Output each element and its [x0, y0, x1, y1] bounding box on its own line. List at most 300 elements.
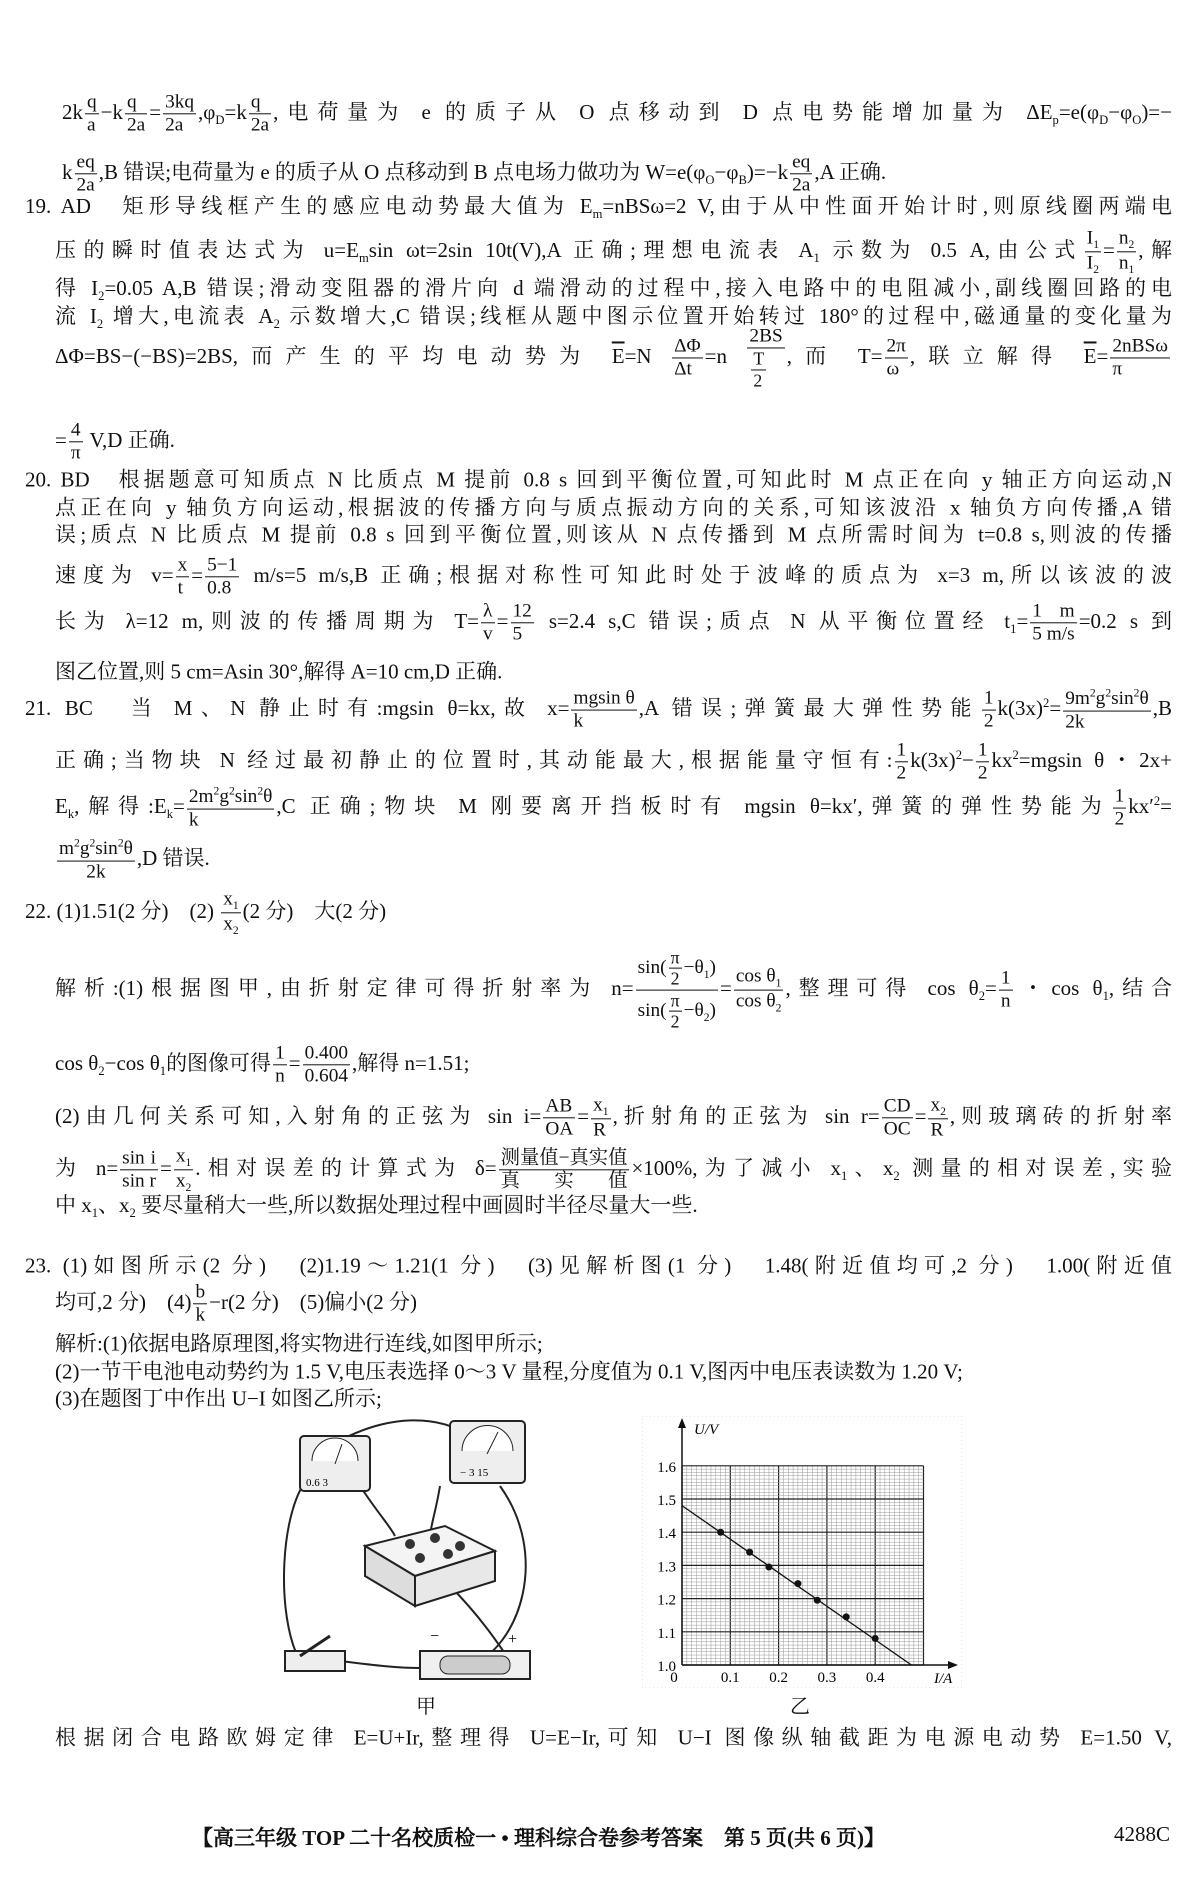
text-run: =	[191, 562, 204, 587]
text-run: x	[175, 1145, 186, 1167]
subscript: 2	[273, 317, 280, 332]
text-line	[55, 785, 1172, 832]
text-run: ,B 错误;电荷量为 e 的质子从 O 点移动到 B 点电场力做功为 W=e(φ	[98, 159, 706, 184]
text-run: ,结合	[1108, 975, 1172, 1000]
text-run: s=2.4 s,C 错误;质点 N 从平衡位置经 t	[535, 608, 1011, 633]
text-run: 均可,2 分) (4)	[55, 1289, 192, 1314]
text-run: ΔΦ=BS−(−BS)=2BS,而产生的平均电动势为	[55, 343, 612, 368]
y-tick-label: 1.2	[657, 1592, 676, 1609]
text-run: =	[288, 1050, 301, 1075]
subscript: k	[166, 807, 174, 821]
superscript: 2	[955, 747, 962, 762]
text-run: n	[1118, 227, 1129, 249]
fraction	[511, 600, 534, 645]
text-run: π	[670, 990, 680, 1011]
text-run: x	[223, 913, 233, 935]
text-run: =0.05 A,B 错误;滑动变阻器的滑片向 d 端滑动的过程中,接入电路中的电阻减小,副线圈回路的电	[104, 275, 1172, 300]
text-run: cos θ	[735, 965, 776, 987]
text-run: 根据闭合电路欧姆定律 E=U+Ir,整理得 U=E−Ir,可知 U−I 图像纵轴截距为电源电动势 E=1.50 V,	[55, 1725, 1172, 1750]
text-run: T	[753, 348, 765, 369]
text-run: x	[223, 888, 233, 910]
y-tick-label: 1.1	[657, 1625, 676, 1642]
text-run: =mgsin θ・2x+	[1018, 747, 1172, 772]
fraction	[75, 151, 97, 196]
text-run: 示数为 0.5 A,由公式	[819, 237, 1083, 262]
text-run: CD	[883, 1095, 911, 1117]
fraction-denominator	[669, 969, 682, 989]
text-run: ,解	[1138, 237, 1173, 262]
fraction-numerator	[747, 325, 784, 348]
text-run: 示数增大,C 错误;线框从题中图示位置开始转过 180°的过程中,磁通量的变化量为	[279, 303, 1172, 328]
fraction-denominator	[571, 711, 636, 733]
superscript: 2	[213, 784, 220, 798]
text-run: −φ	[714, 159, 739, 184]
fraction-denominator	[669, 1012, 682, 1032]
text-run: )=−	[1141, 99, 1172, 124]
fraction	[120, 1147, 158, 1192]
text-run: mgsin θ	[573, 687, 635, 709]
fraction-denominator	[511, 624, 534, 646]
text-line	[55, 1386, 382, 1411]
text-run: 9m	[1065, 688, 1090, 710]
text-run: 2	[896, 762, 907, 784]
text-run: 2BS	[749, 325, 783, 347]
text-run: 真实值	[500, 1170, 628, 1192]
subscript: 2	[703, 1010, 710, 1024]
fraction-denominator	[982, 711, 996, 733]
subscript: 1	[602, 1105, 609, 1119]
text-run: =e(φ	[1058, 99, 1100, 124]
text-run: =	[985, 975, 997, 1000]
text-run: g	[219, 786, 229, 808]
text-run: 流 I	[55, 303, 97, 328]
text-run: 1	[896, 739, 907, 761]
fraction	[543, 1095, 575, 1140]
subscript: 1	[813, 251, 820, 265]
fraction-denominator	[751, 370, 766, 390]
text-run: 解析:(1)根据图甲,由折射定律可得折射率为 n=	[55, 975, 634, 1000]
text-run: λ	[483, 600, 493, 622]
text-run: −	[961, 747, 974, 772]
fraction-denominator	[221, 914, 240, 938]
fraction-numerator	[672, 335, 703, 358]
text-run: sin(	[637, 999, 667, 1021]
fraction-numerator	[895, 739, 909, 762]
fraction-denominator	[882, 1118, 913, 1140]
fraction-numerator	[120, 1147, 158, 1170]
fraction	[499, 1147, 630, 1192]
fraction-denominator	[481, 624, 495, 646]
fraction	[751, 349, 766, 391]
fraction-denominator	[895, 763, 909, 785]
data-point	[794, 1580, 801, 1587]
text-run: 2	[977, 762, 988, 784]
y-tick-label: 1.0	[657, 1659, 676, 1675]
text-run: ,整理可得 cos θ	[785, 975, 979, 1000]
text-run: =	[1049, 695, 1062, 720]
fraction	[69, 419, 83, 464]
text-run: (2)一节干电池电动势约为 1.5 V,电压表选择 0～3 V 量程,分度值为 0.1 V,图丙中电压表读数为 1.20 V;	[55, 1359, 963, 1384]
text-run: ω	[886, 358, 900, 380]
fraction	[999, 967, 1013, 1012]
circuit-caption: 甲	[416, 1696, 436, 1718]
data-point	[814, 1597, 821, 1604]
fraction-denominator	[303, 1066, 350, 1088]
fraction	[571, 687, 636, 732]
text-run: 3kq	[165, 91, 195, 113]
subscript: 1	[1128, 263, 1135, 277]
subscript: 2	[1093, 263, 1099, 277]
fraction	[1085, 227, 1101, 276]
superscript: 2	[1043, 695, 1050, 710]
fraction	[174, 1145, 193, 1194]
text-run: Δt	[674, 358, 692, 380]
text-run: ,φ	[198, 99, 216, 124]
fraction-numerator	[1063, 687, 1151, 712]
text-run: I	[1086, 252, 1094, 274]
text-line	[55, 659, 502, 684]
data-point	[765, 1564, 772, 1571]
text-run: x	[593, 1094, 603, 1116]
subscript: 1	[159, 1064, 167, 1078]
superscript: 2	[1153, 793, 1161, 808]
text-line	[55, 1725, 1172, 1750]
fraction	[885, 335, 908, 380]
fraction	[734, 965, 784, 1014]
text-run: eq	[792, 151, 811, 173]
text-run: g	[79, 838, 90, 860]
fraction	[163, 91, 196, 136]
data-point	[746, 1549, 753, 1556]
text-run: OC	[883, 1118, 911, 1140]
x-axis-label: I/A	[934, 1671, 953, 1687]
fraction-denominator	[543, 1118, 575, 1140]
subscript: 2	[940, 1105, 946, 1119]
fraction	[591, 1094, 610, 1141]
text-run: b	[195, 1281, 206, 1303]
fraction-denominator	[1030, 624, 1076, 646]
text-run: 测量的相对误差,实验	[899, 1155, 1173, 1180]
text-run: π	[1112, 358, 1123, 380]
subscript: 1	[775, 976, 782, 990]
x-tick-label: 0.2	[769, 1670, 788, 1686]
text-run: 图乙位置,则 5 cm=Asin 30°,解得 A=10 cm,D 正确.	[55, 659, 503, 684]
text-run: R	[593, 1119, 607, 1141]
text-run: ,联立解得	[909, 343, 1084, 368]
fraction-numerator	[125, 91, 147, 114]
text-run: k(3x)	[910, 747, 956, 772]
subscript: B	[738, 173, 747, 187]
text-run: kx′	[1128, 793, 1154, 818]
text-run: kx	[991, 747, 1013, 772]
text-run: ・cos θ	[1014, 975, 1103, 1000]
fraction-numerator	[176, 554, 190, 577]
text-run: 误;质点 N 比质点 M 提前 0.8 s 回到平衡位置,则该从 N 点传播到 M 点所需时间为 t=0.8 s,则波的传播	[55, 522, 1172, 547]
text-run: sin ωt=2sin 10t(V),A 正确;理想电流表 A	[368, 237, 814, 262]
fraction	[895, 739, 909, 784]
text-run: R	[930, 1119, 944, 1141]
text-run: =	[496, 608, 509, 633]
x-tick-label: 0.1	[720, 1670, 740, 1686]
text-run: x	[177, 554, 188, 576]
fraction	[747, 325, 784, 390]
text-line	[55, 1094, 1172, 1141]
fraction-numerator	[790, 151, 812, 174]
voltmeter-terminals: − 3 15	[460, 1467, 489, 1479]
text-run: =nBSω=2 V,由于从中性面开始计时,则原线圈两端电	[602, 193, 1173, 218]
fraction-denominator	[999, 991, 1013, 1013]
text-run: q	[250, 91, 261, 113]
text-run: sin	[95, 838, 118, 860]
text-run: =	[719, 975, 732, 1000]
fraction	[273, 1042, 287, 1087]
circuit-figure	[270, 1416, 576, 1686]
text-line	[55, 1042, 469, 1087]
fraction-numerator	[193, 1281, 207, 1304]
footer-code: 4288C	[1114, 1822, 1171, 1846]
text-run: k	[62, 159, 73, 184]
fraction	[221, 888, 240, 937]
fraction	[125, 91, 147, 136]
text-run: π	[670, 947, 680, 968]
fraction-numerator	[543, 1095, 575, 1118]
fraction-numerator	[669, 991, 682, 1012]
text-run: =	[1103, 237, 1115, 262]
data-point	[872, 1635, 879, 1642]
text-run: 2	[983, 710, 994, 732]
fraction-numerator	[481, 600, 495, 623]
fraction-denominator	[187, 809, 275, 831]
text-run: ,D 错误.	[136, 845, 210, 870]
y-tick-label: 1.5	[657, 1493, 676, 1509]
text-run: ,C 正确;物块 M 刚要离开挡板时有 mgsin θ=kx′,弹簧的弹性势能为	[276, 793, 1111, 818]
fraction-numerator	[499, 1147, 630, 1170]
fraction-numerator	[69, 419, 83, 442]
fraction-denominator	[734, 991, 784, 1015]
text-line	[55, 948, 1172, 1033]
text-run: =	[914, 1103, 927, 1128]
fraction-denominator	[747, 349, 784, 391]
text-run: g	[1095, 688, 1106, 710]
subscript: 1	[1010, 622, 1017, 636]
fraction-numerator	[187, 785, 275, 810]
superscript: 2	[74, 836, 80, 850]
fraction	[669, 991, 682, 1033]
fraction-denominator	[976, 763, 990, 785]
text-line	[55, 1281, 417, 1326]
overline-symbol: $\overline{E}$	[1083, 343, 1097, 368]
text-run: )	[709, 999, 716, 1021]
text-run: θ	[123, 838, 133, 860]
text-run: ×100%,为了减小 x	[631, 1155, 841, 1180]
fraction-numerator	[885, 335, 908, 358]
subscript: m	[358, 251, 369, 265]
fraction-numerator	[1117, 227, 1136, 252]
fraction-denominator	[176, 578, 190, 600]
text-run: 22. (1)1.51(2 分) (2)	[25, 898, 220, 923]
text-run: ,而 T=	[786, 343, 883, 368]
fraction-numerator	[928, 1094, 947, 1119]
fraction-numerator	[669, 948, 682, 969]
text-run: 0.604	[304, 1065, 349, 1087]
subscript: 1	[841, 1169, 848, 1183]
text-run: −θ	[683, 957, 704, 978]
fraction-denominator	[120, 1171, 158, 1193]
subscript: D	[215, 113, 225, 127]
text-run: OA	[545, 1118, 574, 1140]
subscript: 2	[775, 1001, 782, 1015]
text-run: (2)由几何关系可知,入射角的正弦为 sin i=	[55, 1103, 542, 1128]
fraction-numerator	[1113, 785, 1127, 808]
fraction-numerator	[751, 349, 766, 370]
text-run: n	[275, 1065, 285, 1087]
text-run: 2a	[127, 114, 146, 136]
fraction	[1117, 227, 1136, 276]
text-run: v	[483, 623, 493, 645]
subscript: 2	[98, 1064, 105, 1078]
text-run: V,D 正确.	[84, 427, 175, 452]
subscript: 1	[703, 967, 710, 981]
fraction-numerator	[976, 739, 990, 762]
text-line	[55, 227, 1172, 276]
text-run: 解析:(1)依据电路原理图,将实物进行连线,如图甲所示;	[55, 1331, 543, 1356]
fraction-denominator	[163, 115, 196, 137]
y-tick-label: 1.6	[657, 1459, 676, 1476]
fraction	[669, 948, 682, 990]
text-run: 点正在向 y 轴负方向运动,根据波的传播方向与质点振动方向的关系,可知该波沿 x 轴负方向传播,A 错	[55, 495, 1172, 520]
text-run: ,A 正确.	[814, 159, 887, 184]
text-run: 、x	[98, 1192, 130, 1217]
text-run: ,解得:E	[74, 793, 167, 818]
fraction-denominator	[1110, 358, 1170, 380]
superscript: 2	[1012, 747, 1019, 762]
text-run: (3)在题图丁中作出 U−I 如图乙所示;	[55, 1386, 382, 1411]
subscript: 2	[185, 1181, 192, 1195]
text-run: −cos θ	[104, 1050, 160, 1075]
text-run: 19. AD 矩形导线框产生的感应电动势最大值为 E	[25, 193, 593, 218]
fraction-numerator	[205, 554, 239, 577]
text-run: q	[127, 91, 137, 113]
text-run: 4	[70, 419, 81, 441]
fraction	[176, 554, 190, 599]
text-run: x	[930, 1094, 941, 1116]
text-line	[55, 739, 1172, 784]
text-run: =	[1016, 608, 1029, 633]
text-run: 2a	[165, 114, 184, 136]
fraction	[790, 151, 812, 196]
text-run: =	[1096, 343, 1109, 368]
text-run: n	[1118, 252, 1129, 274]
y-tick-label: 1.4	[657, 1526, 676, 1543]
text-run: 2	[670, 1011, 680, 1032]
fraction	[57, 837, 135, 884]
text-run: 5	[512, 623, 523, 645]
text-run: x	[175, 1170, 186, 1192]
text-run: 中 x	[55, 1192, 92, 1217]
subscript: 2	[1128, 238, 1135, 252]
text-run: 要尽量稍大一些,所以数据处理过程中画圆时半径尽量大一些.	[135, 1192, 698, 1217]
text-run: =	[577, 1103, 590, 1128]
text-run: 测量值−真实值	[500, 1147, 628, 1169]
text-run: 1	[977, 739, 988, 761]
fraction-denominator	[249, 115, 271, 137]
text-run: π	[70, 442, 81, 464]
fraction-numerator	[174, 1145, 193, 1170]
text-run: =k	[224, 99, 247, 124]
text-run: 12	[512, 600, 532, 622]
y-tick-label: 1.3	[657, 1559, 676, 1576]
x-tick-label: 0.3	[817, 1670, 837, 1686]
overline-symbol: $\overline{E}$	[611, 343, 625, 368]
fraction	[1030, 600, 1076, 645]
text-run: 的图像可得	[166, 1050, 272, 1075]
text-run: =	[173, 793, 185, 818]
fraction-denominator	[193, 1305, 207, 1327]
text-run: )	[709, 957, 716, 978]
fraction-numerator	[571, 687, 636, 710]
u-i-chart	[642, 1416, 962, 1688]
text-run: −φ	[1108, 99, 1133, 124]
text-line	[25, 194, 1172, 222]
text-run: 2k	[86, 861, 106, 883]
subscript: 1	[1102, 989, 1109, 1003]
text-run: =n	[704, 343, 746, 368]
text-run: AB	[545, 1095, 573, 1117]
subscript: O	[705, 173, 715, 187]
text-run: sin	[1111, 688, 1134, 710]
subscript: 1	[1093, 238, 1099, 252]
subscript: 2	[893, 1169, 900, 1183]
text-run: .相对误差的计算式为 δ=	[195, 1155, 497, 1180]
fraction	[205, 554, 239, 599]
fraction-denominator	[885, 358, 908, 380]
fraction-denominator	[57, 861, 135, 883]
battery-plus-label: +	[508, 1631, 518, 1648]
text-line	[55, 1359, 963, 1384]
text-run: cos θ	[735, 990, 776, 1012]
fraction-denominator	[1113, 809, 1127, 831]
subscript: 2	[98, 289, 105, 304]
fraction-numerator	[636, 948, 718, 991]
text-run: m	[59, 838, 75, 860]
text-run: ,折射角的正弦为 sin r=	[612, 1103, 880, 1128]
fraction-denominator	[928, 1119, 947, 1141]
fraction	[672, 335, 703, 380]
subscript: O	[1132, 113, 1142, 127]
subscript: m	[592, 207, 603, 222]
fraction-denominator	[273, 1066, 287, 1088]
fraction	[193, 1281, 207, 1326]
text-run: ,则玻璃砖的折射率	[949, 1103, 1173, 1128]
text-run: I	[1086, 227, 1094, 249]
text-run: 2	[670, 969, 680, 990]
subscript: 2	[978, 989, 986, 1003]
fraction-numerator	[1110, 335, 1170, 358]
text-line	[55, 1145, 1172, 1194]
subscript: 1	[232, 899, 239, 913]
superscript: 2	[229, 784, 235, 798]
fraction-denominator	[672, 358, 703, 380]
text-line	[25, 1253, 1172, 1278]
fraction-numerator	[882, 1095, 913, 1118]
ammeter	[300, 1436, 370, 1491]
fraction-denominator	[125, 115, 147, 137]
text-run: 2m	[188, 786, 214, 808]
text-run: m/s=5 m/s,B 正确;根据对称性可知此时处于波峰的质点为 x=3 m,所以该波的波	[241, 562, 1173, 587]
text-run: )=−k	[746, 159, 789, 184]
text-run: 2	[753, 370, 763, 391]
text-run: 1	[1114, 785, 1125, 807]
